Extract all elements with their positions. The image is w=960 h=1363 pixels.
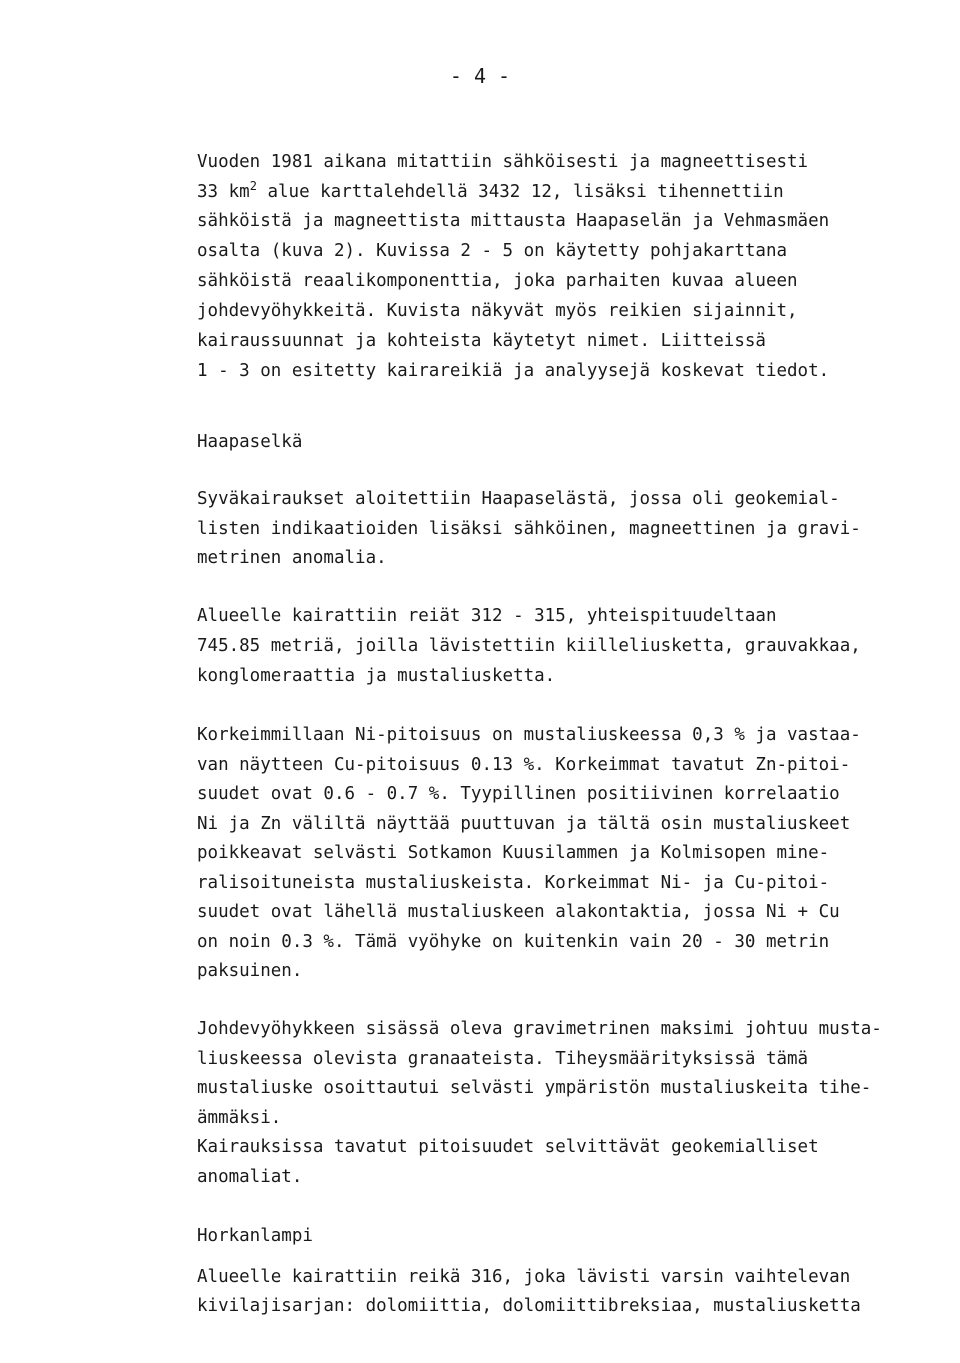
haapaselka-p4-line-1: Johdevyöhykkeen sisässä oleva gravimetrinen maksimi johtuu musta- bbox=[197, 1019, 882, 1039]
intro-line-4: osalta (kuva 2). Kuvissa 2 - 5 on käytetty pohjakarttana bbox=[197, 241, 788, 261]
area-value: 33 km bbox=[197, 182, 250, 202]
horkanlampi-p1-line-1: Alueelle kairattiin reikä 316, joka lävisti varsin vaihtelevan bbox=[197, 1267, 851, 1287]
horkanlampi-p1-line-2: kivilajisarjan: dolomiittia, dolomiittibreksiaa, mustaliusketta bbox=[197, 1296, 861, 1316]
intro-line-2 bbox=[197, 181, 784, 203]
intro-line-5: sähköistä reaalikomponenttia, joka parhaiten kuvaa alueen bbox=[197, 271, 798, 291]
haapaselka-p1-line-3: metrinen anomalia. bbox=[197, 548, 387, 568]
section-heading-haapaselka: Haapaselkä bbox=[197, 432, 303, 452]
haapaselka-p4-line-2: liuskeessa olevista granaateista. Tiheysmäärityksissä tämä bbox=[197, 1049, 809, 1069]
intro-line-6: johdevyöhykkeitä. Kuvista näkyvät myös reikien sijainnit, bbox=[197, 301, 798, 321]
haapaselka-p4-line-4: ämmäksi. bbox=[197, 1108, 282, 1128]
haapaselka-p3-line-4: Ni ja Zn väliltä näyttää puuttuvan ja tältä osin mustaliuskeet bbox=[197, 814, 851, 834]
haapaselka-p3-line-9: paksuinen. bbox=[197, 961, 303, 981]
intro-line-2-rest: alue karttalehdellä 3432 12, lisäksi tihennettiin bbox=[256, 182, 784, 202]
area-superscript: 2 bbox=[249, 179, 257, 193]
haapaselka-p4-line-3: mustaliuske osoittautui selvästi ympäristön mustaliuskeita tihe- bbox=[197, 1078, 872, 1098]
haapaselka-p2-line-1: Alueelle kairattiin reiät 312 - 315, yhteispituudeltaan bbox=[197, 606, 777, 626]
haapaselka-p5-line-2: anomaliat. bbox=[197, 1167, 303, 1187]
intro-line-1: Vuoden 1981 aikana mitattiin sähköisesti ja magneettisesti bbox=[197, 152, 809, 172]
haapaselka-p1-line-1: Syväkairaukset aloitettiin Haapaselästä, jossa oli geokemial- bbox=[197, 489, 840, 509]
haapaselka-p5-line-1: Kairauksissa tavatut pitoisuudet selvittävät geokemialliset bbox=[197, 1137, 819, 1157]
haapaselka-p3-line-2: van näytteen Cu-pitoisuus 0.13 %. Korkeimmat tavatut Zn-pitoi- bbox=[197, 755, 851, 775]
haapaselka-p3-line-5: poikkeavat selvästi Sotkamon Kuusilammen ja Kolmisopen mine- bbox=[197, 843, 830, 863]
haapaselka-p3-line-3: suudet ovat 0.6 - 0.7 %. Tyypillinen positiivinen korrelaatio bbox=[197, 784, 840, 804]
haapaselka-p1-line-2: listen indikaatioiden lisäksi sähköinen, magneettinen ja gravi- bbox=[197, 519, 861, 539]
intro-line-7: kairaussuunnat ja kohteista käytetyt nimet. Liitteissä bbox=[197, 331, 766, 351]
section-heading-horkanlampi: Horkanlampi bbox=[197, 1226, 313, 1246]
haapaselka-p3-line-7: suudet ovat lähellä mustaliuskeen alakontaktia, jossa Ni + Cu bbox=[197, 902, 840, 922]
haapaselka-p3-line-8: on noin 0.3 %. Tämä vyöhyke on kuitenkin vain 20 - 30 metrin bbox=[197, 932, 830, 952]
page-number: - 4 - bbox=[449, 64, 511, 88]
intro-line-8: 1 - 3 on esitetty kairareikiä ja analyysejä koskevat tiedot. bbox=[197, 361, 830, 381]
haapaselka-p2-line-2: 745.85 metriä, joilla lävistettiin kiilleliusketta, grauvakkaa, bbox=[197, 636, 861, 656]
haapaselka-p3-line-6: ralisoituneista mustaliuskeista. Korkeimmat Ni- ja Cu-pitoi- bbox=[197, 873, 830, 893]
intro-line-3: sähköistä ja magneettista mittausta Haapaselän ja Vehmasmäen bbox=[197, 211, 830, 231]
haapaselka-p2-line-3: konglomeraattia ja mustaliusketta. bbox=[197, 666, 556, 686]
haapaselka-p3-line-1: Korkeimmillaan Ni-pitoisuus on mustaliuskeessa 0,3 % ja vastaa- bbox=[197, 725, 861, 745]
